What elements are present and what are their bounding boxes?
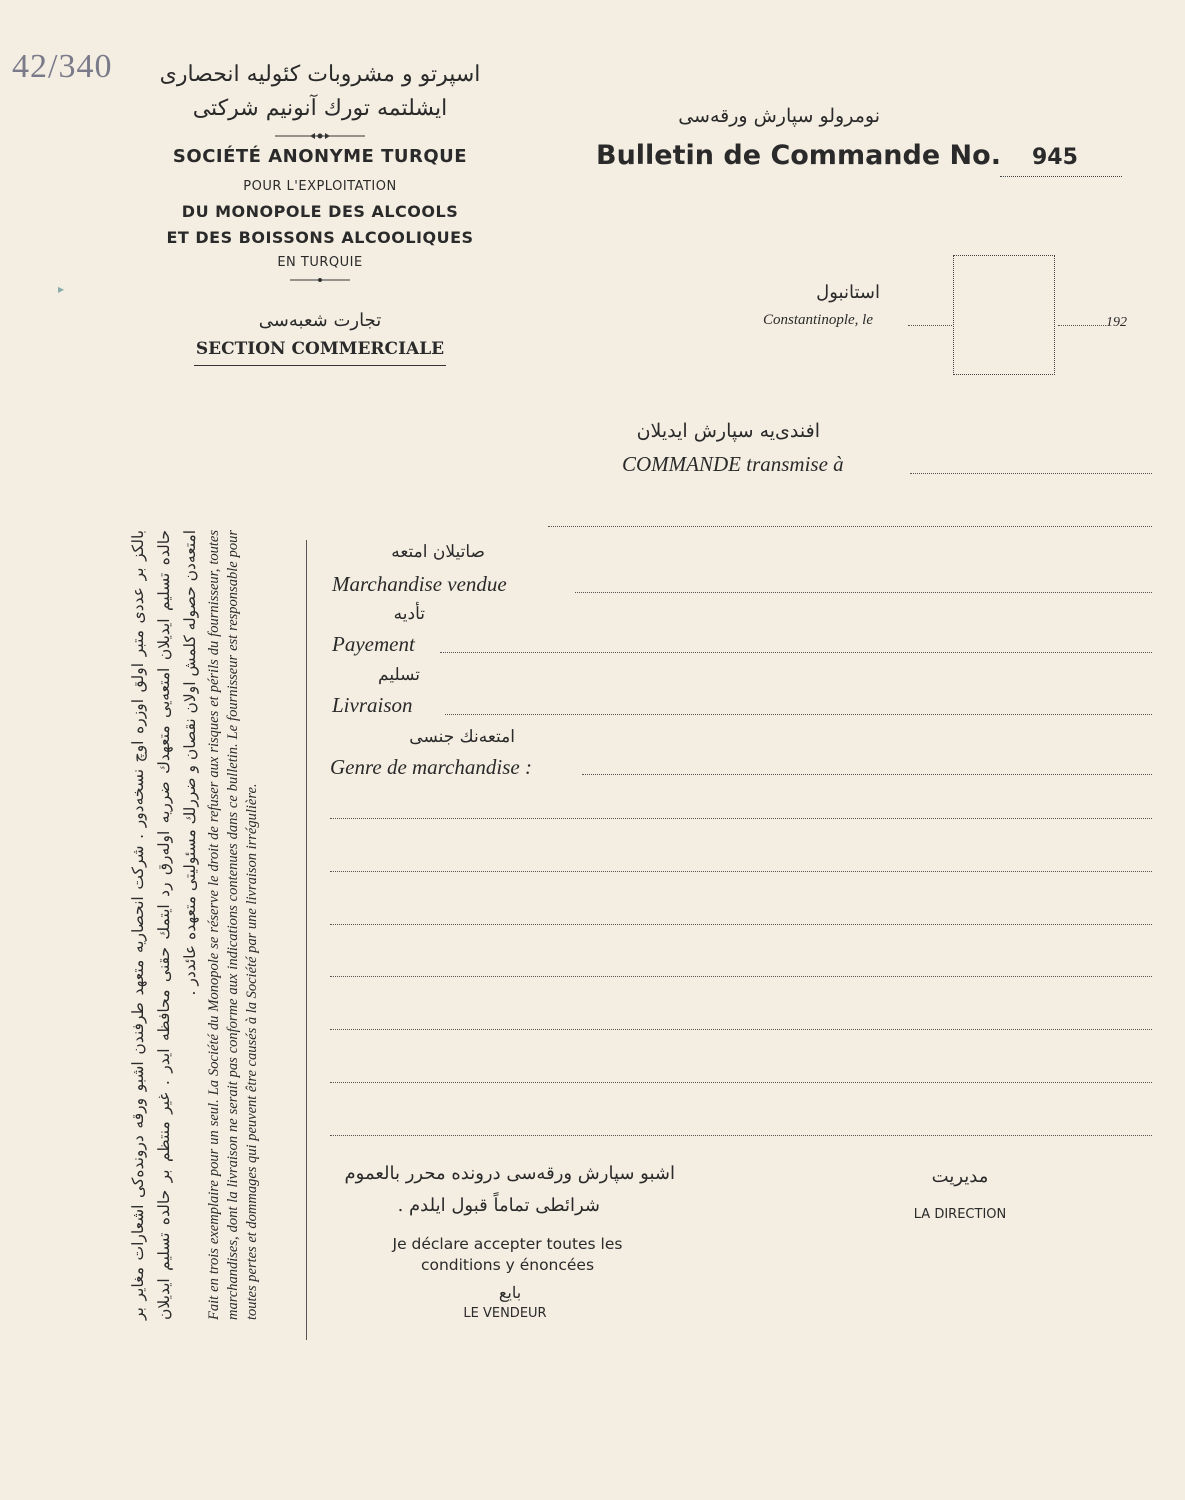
vendor-arabic: بايع	[498, 1283, 522, 1302]
date-field-right[interactable]	[1058, 325, 1106, 326]
separator-line	[306, 540, 307, 1340]
side-note-french-text: Fait en trois exemplaire pour un seul. La Société du Monopole se réserve le droit de refuser aux risques et périls du fournisseur, toutes marchandises, dont la livraison ne serait pas conforme aux indications contenues dans ce bulletin. Le fournisseur est responsable pour toutes pertes et dommages qui peuvent être causés à la Société par une livraison irrégulière.	[206, 530, 260, 1320]
field-label-payement: Payement	[332, 632, 415, 656]
stamp-box[interactable]	[953, 255, 1055, 375]
company-name: SOCIÉTÉ ANONYME TURQUE	[172, 146, 468, 167]
bulletin-title: Bulletin de Commande No.	[596, 140, 1001, 171]
blank-line[interactable]	[330, 1082, 1152, 1083]
section-arabic: تجارت شعبه‌سى	[258, 310, 382, 331]
section-label: SECTION COMMERCIALE	[194, 339, 446, 366]
side-note-arabic	[125, 530, 205, 1320]
blank-line[interactable]	[330, 924, 1152, 925]
vendor-signature-label: LE VENDEUR	[463, 1306, 547, 1321]
field-label-livraison: Livraison	[332, 693, 413, 717]
margin-mark-icon: ▸	[58, 282, 65, 296]
side-note-french	[205, 530, 295, 1320]
field-arabic-payement: تأديه	[393, 604, 425, 624]
field-arabic-livraison: تسليم	[378, 665, 420, 685]
field-label-genre: Genre de marchandise :	[330, 755, 532, 779]
company-subtitle-1: POUR L'EXPLOITATION	[243, 179, 397, 194]
archive-number-mark: 42/340	[12, 48, 113, 85]
field-arabic-marchandise: صاتيلان امتعه	[391, 542, 485, 562]
commande-arabic: افندى‌يه سپارش ايديلان	[636, 420, 820, 442]
company-subtitle-4: EN TURQUIE	[277, 255, 363, 270]
field-input-payement[interactable]	[440, 652, 1152, 653]
acceptance-french-line-2: conditions y énoncées	[420, 1256, 595, 1274]
blank-line[interactable]	[330, 871, 1152, 872]
bulletin-title-arabic: نومرولو سپارش ورقه‌سى	[678, 105, 880, 127]
direction-arabic: مديريت	[931, 1166, 989, 1187]
field-label-marchandise: Marchandise vendue	[332, 572, 507, 596]
company-header	[140, 58, 500, 366]
date-label: Constantinople, le	[763, 312, 873, 328]
acceptance-arabic-line-2: شرائطى تماماً قبول ايلدم .	[397, 1195, 600, 1216]
commande-recipient-field-2[interactable]	[548, 526, 1152, 527]
blank-line[interactable]	[330, 976, 1152, 977]
ornament-divider-icon	[275, 132, 365, 140]
acceptance-statement	[365, 1234, 650, 1276]
company-arabic-line-1: اسپرتو و مشروبات كئوليه انحصارى	[159, 62, 481, 87]
blank-line[interactable]	[330, 818, 1152, 819]
bulletin-number-field[interactable]: 945	[1000, 145, 1122, 177]
company-subtitle-3: ET DES BOISSONS ALCOOLIQUES	[166, 228, 474, 247]
field-input-livraison[interactable]	[445, 714, 1152, 715]
date-year: 192	[1106, 315, 1127, 330]
company-arabic-line-2: ايشلتمه تورك آنونيم شركتى	[192, 96, 448, 121]
blank-line[interactable]	[330, 1135, 1152, 1136]
field-input-genre[interactable]	[582, 774, 1152, 775]
blank-line[interactable]	[330, 1029, 1152, 1030]
date-field[interactable]	[908, 325, 952, 326]
commande-label: COMMANDE transmise à	[622, 452, 844, 476]
date-place-arabic: استانبول	[816, 282, 880, 303]
company-subtitle-2: DU MONOPOLE DES ALCOOLS	[181, 202, 459, 221]
acceptance-arabic-line-1: اشبو سپارش ورقه‌سى درونده محرر بالعموم	[344, 1163, 675, 1184]
field-input-marchandise[interactable]	[575, 592, 1152, 593]
field-arabic-genre: امتعه‌نك جنسى	[409, 727, 515, 747]
commande-recipient-field[interactable]	[910, 473, 1152, 474]
acceptance-french-line-1: Je déclare accepter toutes les	[392, 1235, 623, 1253]
direction-signature-label: LA DIRECTION	[913, 1207, 1007, 1222]
side-note-arabic-text: بالكز بر عددى متبر اولق اوزره اوچ نسخه‌دور . شركت انحصاريه متعهد طرفندن اشبو ورقه درونده‌كى اشعارات مغاير بر حالده تسليم ايديلان امتعه‌يى متعهدك ضرريه اولەرق رد ايتمك حقنى محافظه ايدر . غير منتظم بر حالده تسليم ايديلان امتعه‌دن حصوله كلمش اولان نقصان و ضررلك مسئوليتى متعهده عائددر .	[129, 530, 199, 1320]
ornament-divider-small-icon	[290, 276, 350, 284]
